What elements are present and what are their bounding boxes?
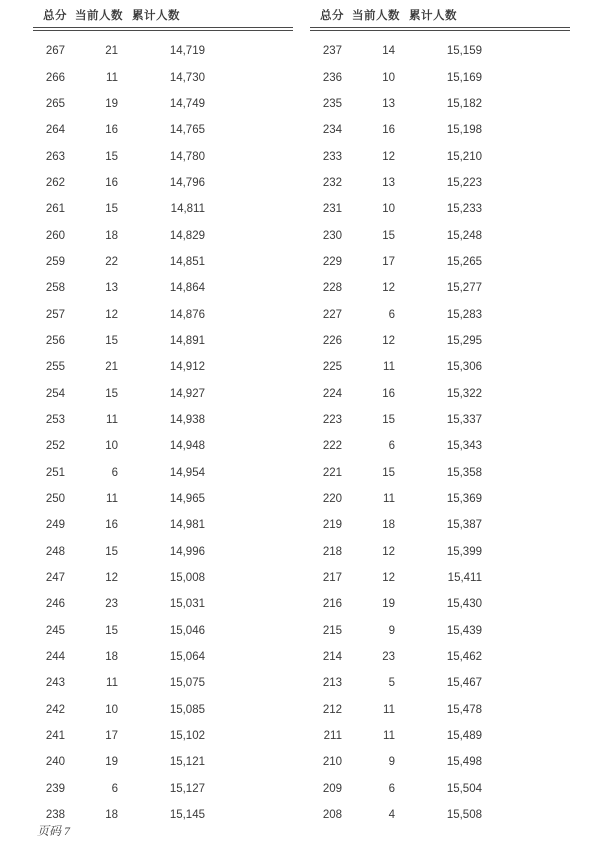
cumulative-count-cell: 15,102 bbox=[169, 730, 205, 743]
current-count-cell: 12 bbox=[105, 308, 118, 321]
score-cell: 236 bbox=[322, 71, 342, 84]
cumulative-count-cell: 15,478 bbox=[446, 703, 482, 716]
score-cell: 253 bbox=[45, 413, 65, 426]
cumulative-count-cell: 15,121 bbox=[169, 756, 205, 769]
current-count-cell: 16 bbox=[382, 387, 395, 400]
score-cell: 208 bbox=[322, 809, 342, 822]
current-count-cell: 13 bbox=[382, 176, 395, 189]
score-cell: 213 bbox=[322, 677, 342, 690]
column-header-cumulative-count: 累计人数 bbox=[132, 10, 180, 22]
current-count-cell: 21 bbox=[105, 361, 118, 374]
score-cell: 210 bbox=[322, 756, 342, 769]
table-row bbox=[33, 38, 293, 64]
cumulative-count-cell: 15,399 bbox=[446, 545, 482, 558]
current-count-cell: 22 bbox=[105, 255, 118, 268]
current-count-cell: 13 bbox=[105, 282, 118, 295]
current-count-cell: 11 bbox=[106, 413, 118, 426]
score-cell: 231 bbox=[322, 203, 342, 216]
table-row bbox=[33, 802, 293, 828]
cumulative-count-cell: 15,387 bbox=[446, 519, 482, 532]
score-cell: 229 bbox=[322, 255, 342, 268]
current-count-cell: 12 bbox=[382, 150, 395, 163]
cumulative-count-cell: 14,749 bbox=[169, 97, 205, 110]
current-count-cell: 5 bbox=[388, 677, 395, 690]
score-cell: 263 bbox=[45, 150, 65, 163]
current-count-cell: 11 bbox=[106, 677, 118, 690]
current-count-cell: 9 bbox=[388, 624, 395, 637]
table-row bbox=[310, 328, 570, 354]
current-count-cell: 15 bbox=[382, 413, 395, 426]
cumulative-count-cell: 15,430 bbox=[446, 598, 482, 611]
current-count-cell: 6 bbox=[111, 466, 118, 479]
current-count-cell: 12 bbox=[382, 282, 395, 295]
cumulative-count-cell: 15,462 bbox=[446, 651, 482, 664]
score-cell: 223 bbox=[322, 413, 342, 426]
table-row bbox=[33, 776, 293, 802]
current-count-cell: 15 bbox=[105, 334, 118, 347]
column-header-cumulative-count: 累计人数 bbox=[409, 10, 457, 22]
current-count-cell: 15 bbox=[105, 203, 118, 216]
table-row bbox=[33, 170, 293, 196]
column-header-current-count: 当前人数 bbox=[352, 10, 400, 22]
table-row bbox=[33, 512, 293, 538]
table-row bbox=[310, 697, 570, 723]
cumulative-count-cell: 15,085 bbox=[169, 703, 205, 716]
current-count-cell: 13 bbox=[382, 97, 395, 110]
table-row bbox=[310, 539, 570, 565]
current-count-cell: 14 bbox=[382, 45, 395, 58]
current-count-cell: 23 bbox=[382, 651, 395, 664]
current-count-cell: 10 bbox=[382, 71, 395, 84]
current-count-cell: 15 bbox=[105, 387, 118, 400]
cumulative-count-cell: 14,948 bbox=[169, 440, 205, 453]
cumulative-count-cell: 14,996 bbox=[169, 545, 205, 558]
score-cell: 258 bbox=[45, 282, 65, 295]
cumulative-count-cell: 14,965 bbox=[169, 493, 205, 506]
score-cell: 264 bbox=[45, 124, 65, 137]
column-header-total-score: 总分 bbox=[43, 10, 67, 22]
cumulative-count-cell: 15,046 bbox=[169, 624, 205, 637]
cumulative-count-cell: 15,411 bbox=[447, 572, 482, 585]
cumulative-count-cell: 15,467 bbox=[446, 677, 482, 690]
score-cell: 234 bbox=[322, 124, 342, 137]
table-row bbox=[33, 222, 293, 248]
cumulative-count-cell: 14,765 bbox=[169, 124, 205, 137]
current-count-cell: 18 bbox=[105, 229, 118, 242]
current-count-cell: 19 bbox=[105, 97, 118, 110]
table-row bbox=[33, 407, 293, 433]
score-cell: 219 bbox=[322, 519, 342, 532]
cumulative-count-cell: 14,780 bbox=[169, 150, 205, 163]
current-count-cell: 11 bbox=[383, 703, 395, 716]
score-cell: 261 bbox=[45, 203, 65, 216]
table-row bbox=[310, 644, 570, 670]
cumulative-count-cell: 14,719 bbox=[169, 45, 205, 58]
table-row bbox=[33, 486, 293, 512]
table-row bbox=[33, 328, 293, 354]
cumulative-count-cell: 15,182 bbox=[446, 97, 482, 110]
current-count-cell: 6 bbox=[388, 440, 395, 453]
cumulative-count-cell: 14,981 bbox=[169, 519, 205, 532]
table-row bbox=[310, 143, 570, 169]
current-count-cell: 11 bbox=[383, 361, 395, 374]
table-row bbox=[33, 565, 293, 591]
cumulative-count-cell: 14,954 bbox=[169, 466, 205, 479]
table-row bbox=[33, 539, 293, 565]
table-row bbox=[310, 64, 570, 90]
table-body bbox=[33, 38, 293, 828]
cumulative-count-cell: 15,306 bbox=[446, 361, 482, 374]
current-count-cell: 12 bbox=[105, 572, 118, 585]
score-cell: 222 bbox=[322, 440, 342, 453]
score-cell: 242 bbox=[45, 703, 65, 716]
score-cell: 256 bbox=[45, 334, 65, 347]
score-cell: 243 bbox=[45, 677, 65, 690]
current-count-cell: 6 bbox=[111, 782, 118, 795]
current-count-cell: 21 bbox=[105, 45, 118, 58]
score-cell: 245 bbox=[45, 624, 65, 637]
score-cell: 218 bbox=[322, 545, 342, 558]
cumulative-count-cell: 14,938 bbox=[169, 413, 205, 426]
cumulative-count-cell: 15,489 bbox=[446, 730, 482, 743]
table-row bbox=[310, 512, 570, 538]
current-count-cell: 15 bbox=[105, 150, 118, 163]
table-row bbox=[310, 117, 570, 143]
current-count-cell: 23 bbox=[105, 598, 118, 611]
current-count-cell: 12 bbox=[382, 572, 395, 585]
score-cell: 241 bbox=[45, 730, 65, 743]
cumulative-count-cell: 15,508 bbox=[446, 809, 482, 822]
current-count-cell: 15 bbox=[382, 229, 395, 242]
cumulative-count-cell: 14,796 bbox=[169, 176, 205, 189]
current-count-cell: 10 bbox=[105, 440, 118, 453]
double-rule bbox=[310, 27, 570, 31]
score-cell: 216 bbox=[322, 598, 342, 611]
table-row bbox=[310, 301, 570, 327]
current-count-cell: 17 bbox=[105, 730, 118, 743]
cumulative-count-cell: 15,248 bbox=[446, 229, 482, 242]
table-row bbox=[310, 776, 570, 802]
score-cell: 246 bbox=[45, 598, 65, 611]
table-row bbox=[33, 380, 293, 406]
table-row bbox=[310, 196, 570, 222]
table-row bbox=[33, 433, 293, 459]
cumulative-count-cell: 14,811 bbox=[170, 203, 205, 216]
table-row bbox=[310, 591, 570, 617]
current-count-cell: 11 bbox=[383, 730, 395, 743]
table-row bbox=[33, 117, 293, 143]
score-cell: 244 bbox=[45, 651, 65, 664]
cumulative-count-cell: 15,369 bbox=[446, 493, 482, 506]
score-cell: 225 bbox=[322, 361, 342, 374]
score-cell: 235 bbox=[322, 97, 342, 110]
current-count-cell: 18 bbox=[105, 651, 118, 664]
score-cell: 267 bbox=[45, 45, 65, 58]
score-cell: 212 bbox=[322, 703, 342, 716]
current-count-cell: 19 bbox=[382, 598, 395, 611]
cumulative-count-cell: 14,891 bbox=[169, 334, 205, 347]
table-row bbox=[310, 565, 570, 591]
table-row bbox=[33, 618, 293, 644]
score-cell: 215 bbox=[322, 624, 342, 637]
page-number: 页码 7 bbox=[37, 824, 71, 838]
table-row bbox=[33, 143, 293, 169]
cumulative-count-cell: 15,145 bbox=[169, 809, 205, 822]
current-count-cell: 11 bbox=[106, 493, 118, 506]
cumulative-count-cell: 15,159 bbox=[446, 45, 482, 58]
score-cell: 224 bbox=[322, 387, 342, 400]
cumulative-count-cell: 15,031 bbox=[169, 598, 205, 611]
score-cell: 250 bbox=[45, 493, 65, 506]
cumulative-count-cell: 15,504 bbox=[446, 782, 482, 795]
score-cell: 248 bbox=[45, 545, 65, 558]
score-cell: 260 bbox=[45, 229, 65, 242]
table-row bbox=[33, 275, 293, 301]
current-count-cell: 18 bbox=[105, 809, 118, 822]
cumulative-count-cell: 14,730 bbox=[169, 71, 205, 84]
current-count-cell: 18 bbox=[382, 519, 395, 532]
table-row bbox=[33, 697, 293, 723]
table-row bbox=[310, 749, 570, 775]
cumulative-count-cell: 15,233 bbox=[446, 203, 482, 216]
table-row bbox=[310, 433, 570, 459]
score-cell: 266 bbox=[45, 71, 65, 84]
current-count-cell: 11 bbox=[383, 493, 395, 506]
score-cell: 221 bbox=[322, 466, 342, 479]
current-count-cell: 19 bbox=[105, 756, 118, 769]
table-row bbox=[310, 249, 570, 275]
cumulative-count-cell: 15,343 bbox=[446, 440, 482, 453]
cumulative-count-cell: 14,876 bbox=[169, 308, 205, 321]
table-row bbox=[33, 64, 293, 90]
cumulative-count-cell: 14,829 bbox=[169, 229, 205, 242]
score-cell: 259 bbox=[45, 255, 65, 268]
cumulative-count-cell: 15,283 bbox=[446, 308, 482, 321]
cumulative-count-cell: 15,439 bbox=[446, 624, 482, 637]
table-row bbox=[310, 91, 570, 117]
current-count-cell: 16 bbox=[105, 519, 118, 532]
table-row bbox=[310, 723, 570, 749]
score-cell: 240 bbox=[45, 756, 65, 769]
score-cell: 211 bbox=[323, 730, 342, 743]
current-count-cell: 16 bbox=[105, 176, 118, 189]
table-row bbox=[33, 591, 293, 617]
cumulative-count-cell: 15,064 bbox=[169, 651, 205, 664]
cumulative-count-cell: 15,498 bbox=[446, 756, 482, 769]
current-count-cell: 17 bbox=[382, 255, 395, 268]
cumulative-count-cell: 14,851 bbox=[169, 255, 205, 268]
table-row bbox=[33, 249, 293, 275]
table-row bbox=[310, 38, 570, 64]
table-row bbox=[310, 618, 570, 644]
table-row bbox=[33, 460, 293, 486]
table-body bbox=[310, 38, 570, 828]
score-cell: 209 bbox=[322, 782, 342, 795]
cumulative-count-cell: 15,198 bbox=[446, 124, 482, 137]
current-count-cell: 15 bbox=[382, 466, 395, 479]
cumulative-count-cell: 15,265 bbox=[446, 255, 482, 268]
score-cell: 247 bbox=[45, 572, 65, 585]
cumulative-count-cell: 15,169 bbox=[446, 71, 482, 84]
score-cell: 249 bbox=[45, 519, 65, 532]
cumulative-count-cell: 15,277 bbox=[446, 282, 482, 295]
table-row bbox=[33, 670, 293, 696]
score-cell: 238 bbox=[45, 809, 65, 822]
cumulative-count-cell: 15,223 bbox=[446, 176, 482, 189]
score-cell: 233 bbox=[322, 150, 342, 163]
table-row bbox=[310, 354, 570, 380]
score-cell: 239 bbox=[45, 782, 65, 795]
score-cell: 226 bbox=[322, 334, 342, 347]
table-row bbox=[310, 380, 570, 406]
table-row bbox=[33, 723, 293, 749]
cumulative-count-cell: 15,127 bbox=[169, 782, 205, 795]
cumulative-count-cell: 15,008 bbox=[169, 572, 205, 585]
table-row bbox=[310, 802, 570, 828]
table-row bbox=[33, 749, 293, 775]
cumulative-count-cell: 15,075 bbox=[169, 677, 205, 690]
score-cell: 237 bbox=[322, 45, 342, 58]
double-rule bbox=[33, 27, 293, 31]
score-cell: 227 bbox=[322, 308, 342, 321]
current-count-cell: 6 bbox=[388, 308, 395, 321]
cumulative-count-cell: 15,295 bbox=[446, 334, 482, 347]
table-row bbox=[310, 670, 570, 696]
cumulative-count-cell: 14,864 bbox=[169, 282, 205, 295]
table-row bbox=[310, 275, 570, 301]
cumulative-count-cell: 14,912 bbox=[169, 361, 205, 374]
score-cell: 214 bbox=[322, 651, 342, 664]
table-row bbox=[33, 644, 293, 670]
cumulative-count-cell: 15,210 bbox=[446, 150, 482, 163]
table-row bbox=[33, 196, 293, 222]
current-count-cell: 15 bbox=[105, 624, 118, 637]
cumulative-count-cell: 15,358 bbox=[446, 466, 482, 479]
score-cell: 262 bbox=[45, 176, 65, 189]
current-count-cell: 6 bbox=[388, 782, 395, 795]
current-count-cell: 12 bbox=[382, 334, 395, 347]
table-row bbox=[310, 170, 570, 196]
score-cell: 228 bbox=[322, 282, 342, 295]
table-row bbox=[310, 222, 570, 248]
table-row bbox=[310, 407, 570, 433]
table-header-row bbox=[33, 6, 293, 23]
current-count-cell: 12 bbox=[382, 545, 395, 558]
current-count-cell: 11 bbox=[106, 71, 118, 84]
table-row bbox=[33, 91, 293, 117]
cumulative-count-cell: 15,337 bbox=[446, 413, 482, 426]
column-header-total-score: 总分 bbox=[320, 10, 344, 22]
score-cell: 220 bbox=[322, 493, 342, 506]
table-row bbox=[33, 354, 293, 380]
score-cell: 255 bbox=[45, 361, 65, 374]
score-cell: 217 bbox=[322, 572, 342, 585]
table-row bbox=[310, 486, 570, 512]
current-count-cell: 4 bbox=[388, 809, 395, 822]
cumulative-count-cell: 14,927 bbox=[169, 387, 205, 400]
current-count-cell: 10 bbox=[105, 703, 118, 716]
table-row bbox=[33, 301, 293, 327]
score-cell: 252 bbox=[45, 440, 65, 453]
score-cell: 265 bbox=[45, 97, 65, 110]
table-header-row bbox=[310, 6, 570, 23]
score-table-left bbox=[33, 6, 293, 828]
table-row bbox=[310, 460, 570, 486]
current-count-cell: 16 bbox=[382, 124, 395, 137]
current-count-cell: 10 bbox=[382, 203, 395, 216]
score-cell: 230 bbox=[322, 229, 342, 242]
cumulative-count-cell: 15,322 bbox=[446, 387, 482, 400]
current-count-cell: 15 bbox=[105, 545, 118, 558]
score-cell: 232 bbox=[322, 176, 342, 189]
current-count-cell: 16 bbox=[105, 124, 118, 137]
current-count-cell: 9 bbox=[388, 756, 395, 769]
column-header-current-count: 当前人数 bbox=[75, 10, 123, 22]
score-cell: 257 bbox=[45, 308, 65, 321]
score-cell: 254 bbox=[45, 387, 65, 400]
score-table-right bbox=[310, 6, 570, 828]
score-cell: 251 bbox=[45, 466, 65, 479]
